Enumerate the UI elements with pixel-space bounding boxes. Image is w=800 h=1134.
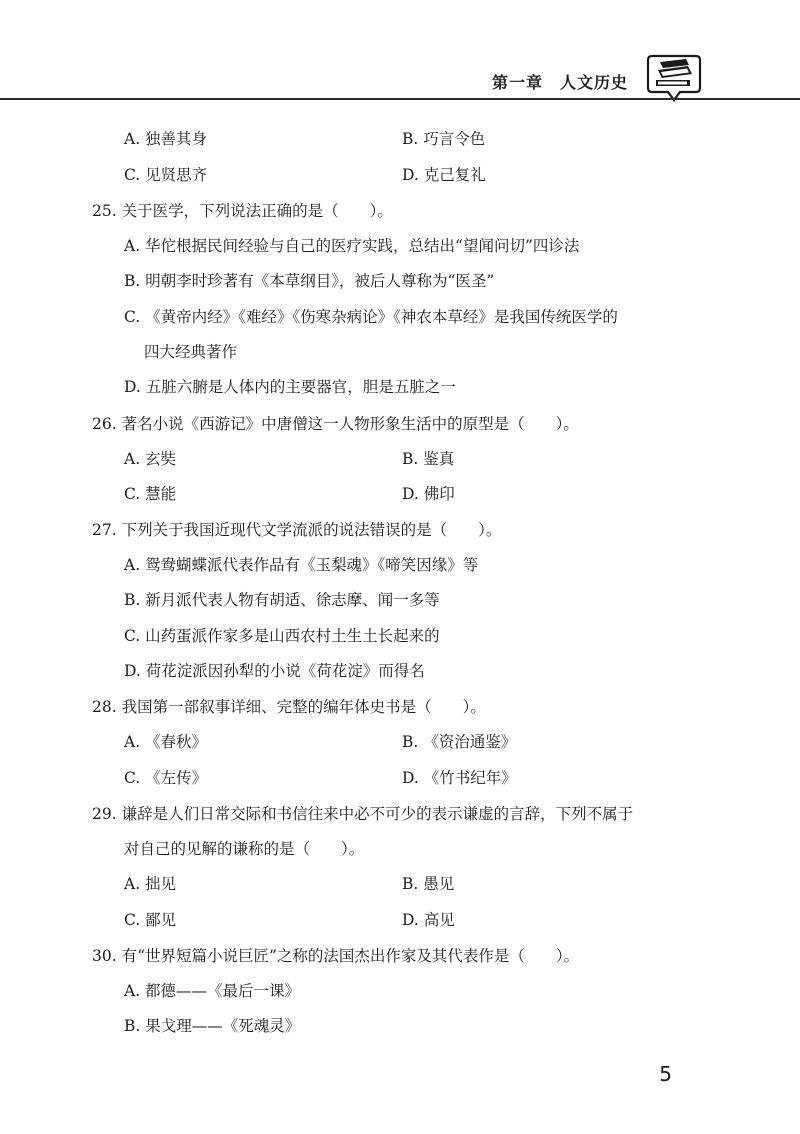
question-25-option-c-cont: 四大经典著作 <box>144 343 238 361</box>
question-25-option-d: D. 五脏六腑是人体内的主要器官，胆是五脏之一 <box>124 378 456 396</box>
question-25-option-c: C. 《黄帝内经》《难经》《伤寒杂病论》《神农本草经》是我国传统医学的 <box>124 308 618 326</box>
question-26-option-d: D. 佛印 <box>402 485 455 503</box>
question-26-stem: 26. 著名小说《西游记》中唐僧这一人物形象生活中的原型是（ ）。 <box>92 415 579 433</box>
page-number: 5 <box>659 1062 672 1086</box>
question-26-option-b: B. 鉴真 <box>402 450 455 468</box>
question-29-option-c: C. 鄙见 <box>124 911 177 929</box>
question-26-option-c: C. 慧能 <box>124 485 177 503</box>
option-prev-d: D. 克己复礼 <box>402 166 486 184</box>
question-30-option-b: B. 果戈理——《死魂灵》 <box>124 1017 301 1035</box>
question-29-stem: 29. 谦辞是人们日常交际和书信往来中必不可少的表示谦虚的言辞，下列不属于 <box>92 805 634 823</box>
question-25-option-b: B. 明朝李时珍著有《本草纲目》，被后人尊称为“医圣” <box>124 272 495 290</box>
question-28-option-b: B. 《资治通鉴》 <box>402 733 517 751</box>
option-prev-a: A. 独善其身 <box>124 130 208 148</box>
question-29-option-b: B. 愚见 <box>402 875 455 893</box>
chapter-name: 人文历史 <box>559 73 628 92</box>
chapter-number: 第一章 <box>491 73 543 92</box>
question-28-option-c: C. 《左传》 <box>124 769 208 787</box>
question-27-option-a: A. 鸳鸯蝴蝶派代表作品有《玉梨魂》《啼笑因缘》等 <box>124 556 479 574</box>
option-prev-b: B. 巧言令色 <box>402 130 486 148</box>
question-25-option-a: A. 华佗根据民间经验与自己的医疗实践，总结出“望闻问切”四诊法 <box>124 237 580 255</box>
question-27-option-b: B. 新月派代表人物有胡适、徐志摩、闻一多等 <box>124 591 440 609</box>
question-25-stem: 25. 关于医学，下列说法正确的是（ ）。 <box>92 202 393 220</box>
header-divider <box>0 98 800 100</box>
question-29-option-d: D. 高见 <box>402 911 455 929</box>
question-27-option-c: C. 山药蛋派作家多是山西农村土生土长起来的 <box>124 627 440 645</box>
question-30-option-a: A. 都德——《最后一课》 <box>124 982 301 1000</box>
option-prev-c: C. 见贤思齐 <box>124 166 208 184</box>
question-29-option-a: A. 拙见 <box>124 875 177 893</box>
question-30-stem: 30. 有“世界短篇小说巨匠”之称的法国杰出作家及其代表作是（ ）。 <box>92 947 580 965</box>
chapter-title <box>492 70 628 93</box>
question-27-stem: 27. 下列关于我国近现代文学流派的说法错误的是（ ）。 <box>92 521 502 539</box>
question-26-option-a: A. 玄奘 <box>124 450 177 468</box>
question-28-stem: 28. 我国第一部叙事详细、完整的编年体史书是（ ）。 <box>92 698 486 716</box>
book-stack-icon <box>646 48 702 104</box>
question-27-option-d: D. 荷花淀派因孙犁的小说《荷花淀》而得名 <box>124 662 425 680</box>
question-28-option-d: D. 《竹书纪年》 <box>402 769 517 787</box>
question-29-stem-cont: 对自己的见解的谦称的是（ ）。 <box>124 840 365 858</box>
question-28-option-a: A. 《春秋》 <box>124 733 208 751</box>
page-header <box>0 0 800 104</box>
